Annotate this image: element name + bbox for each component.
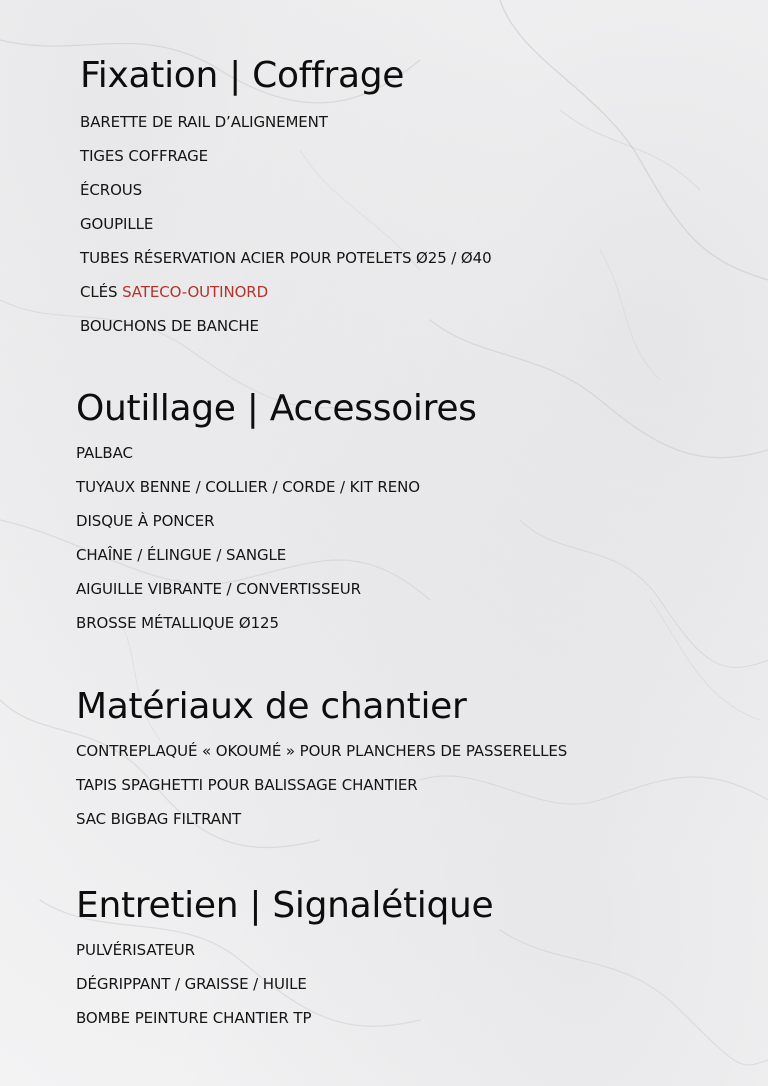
list-item: ÉCROUS <box>80 181 143 199</box>
list-item: CHAÎNE / ÉLINGUE / SANGLE <box>76 546 287 564</box>
list-item-brand <box>80 275 492 309</box>
section-outillage-accessoires <box>76 388 477 640</box>
section-title: Entretien | Signalétique <box>76 885 494 926</box>
list-item: BARETTE DE RAIL D’ALIGNEMENT <box>80 113 328 131</box>
list-item: TUBES RÉSERVATION ACIER POUR POTELETS Ø25 / Ø40 <box>80 249 492 267</box>
list-item: CONTREPLAQUÉ « OKOUMÉ » POUR PLANCHERS DE PASSERELLES <box>76 742 568 760</box>
list-item: PALBAC <box>76 444 133 462</box>
section-fixation-coffrage <box>80 55 492 343</box>
list-item: DISQUE À PONCER <box>76 512 215 530</box>
list-item: SAC BIGBAG FILTRANT <box>76 810 242 828</box>
item-list <box>76 933 493 1035</box>
list-item-prefix: CLÉS <box>80 283 123 301</box>
list-item: BOUCHONS DE BANCHE <box>80 317 259 335</box>
list-item: PULVÉRISATEUR <box>76 941 195 959</box>
item-list <box>80 105 492 343</box>
section-materiaux-chantier <box>76 686 567 836</box>
section-title: Fixation | Coffrage <box>80 55 405 96</box>
list-item: BOMBE PEINTURE CHANTIER TP <box>76 1009 312 1027</box>
section-entretien-signaletique <box>76 885 493 1035</box>
list-item: TAPIS SPAGHETTI POUR BALISSAGE CHANTIER <box>76 776 418 794</box>
item-list <box>76 436 477 640</box>
section-title: Matériaux de chantier <box>76 686 467 727</box>
section-title: Outillage | Accessoires <box>76 388 477 429</box>
list-item: TUYAUX BENNE / COLLIER / CORDE / KIT RENO <box>76 478 420 496</box>
list-item: TIGES COFFRAGE <box>80 147 209 165</box>
list-item: GOUPILLE <box>80 215 154 233</box>
brand-name: SATECO-OUTINORD <box>122 283 269 301</box>
list-item: BROSSE MÉTALLIQUE Ø125 <box>76 614 279 632</box>
list-item: DÉGRIPPANT / GRAISSE / HUILE <box>76 975 307 993</box>
list-item: AIGUILLE VIBRANTE / CONVERTISSEUR <box>76 580 361 598</box>
item-list <box>76 734 567 836</box>
